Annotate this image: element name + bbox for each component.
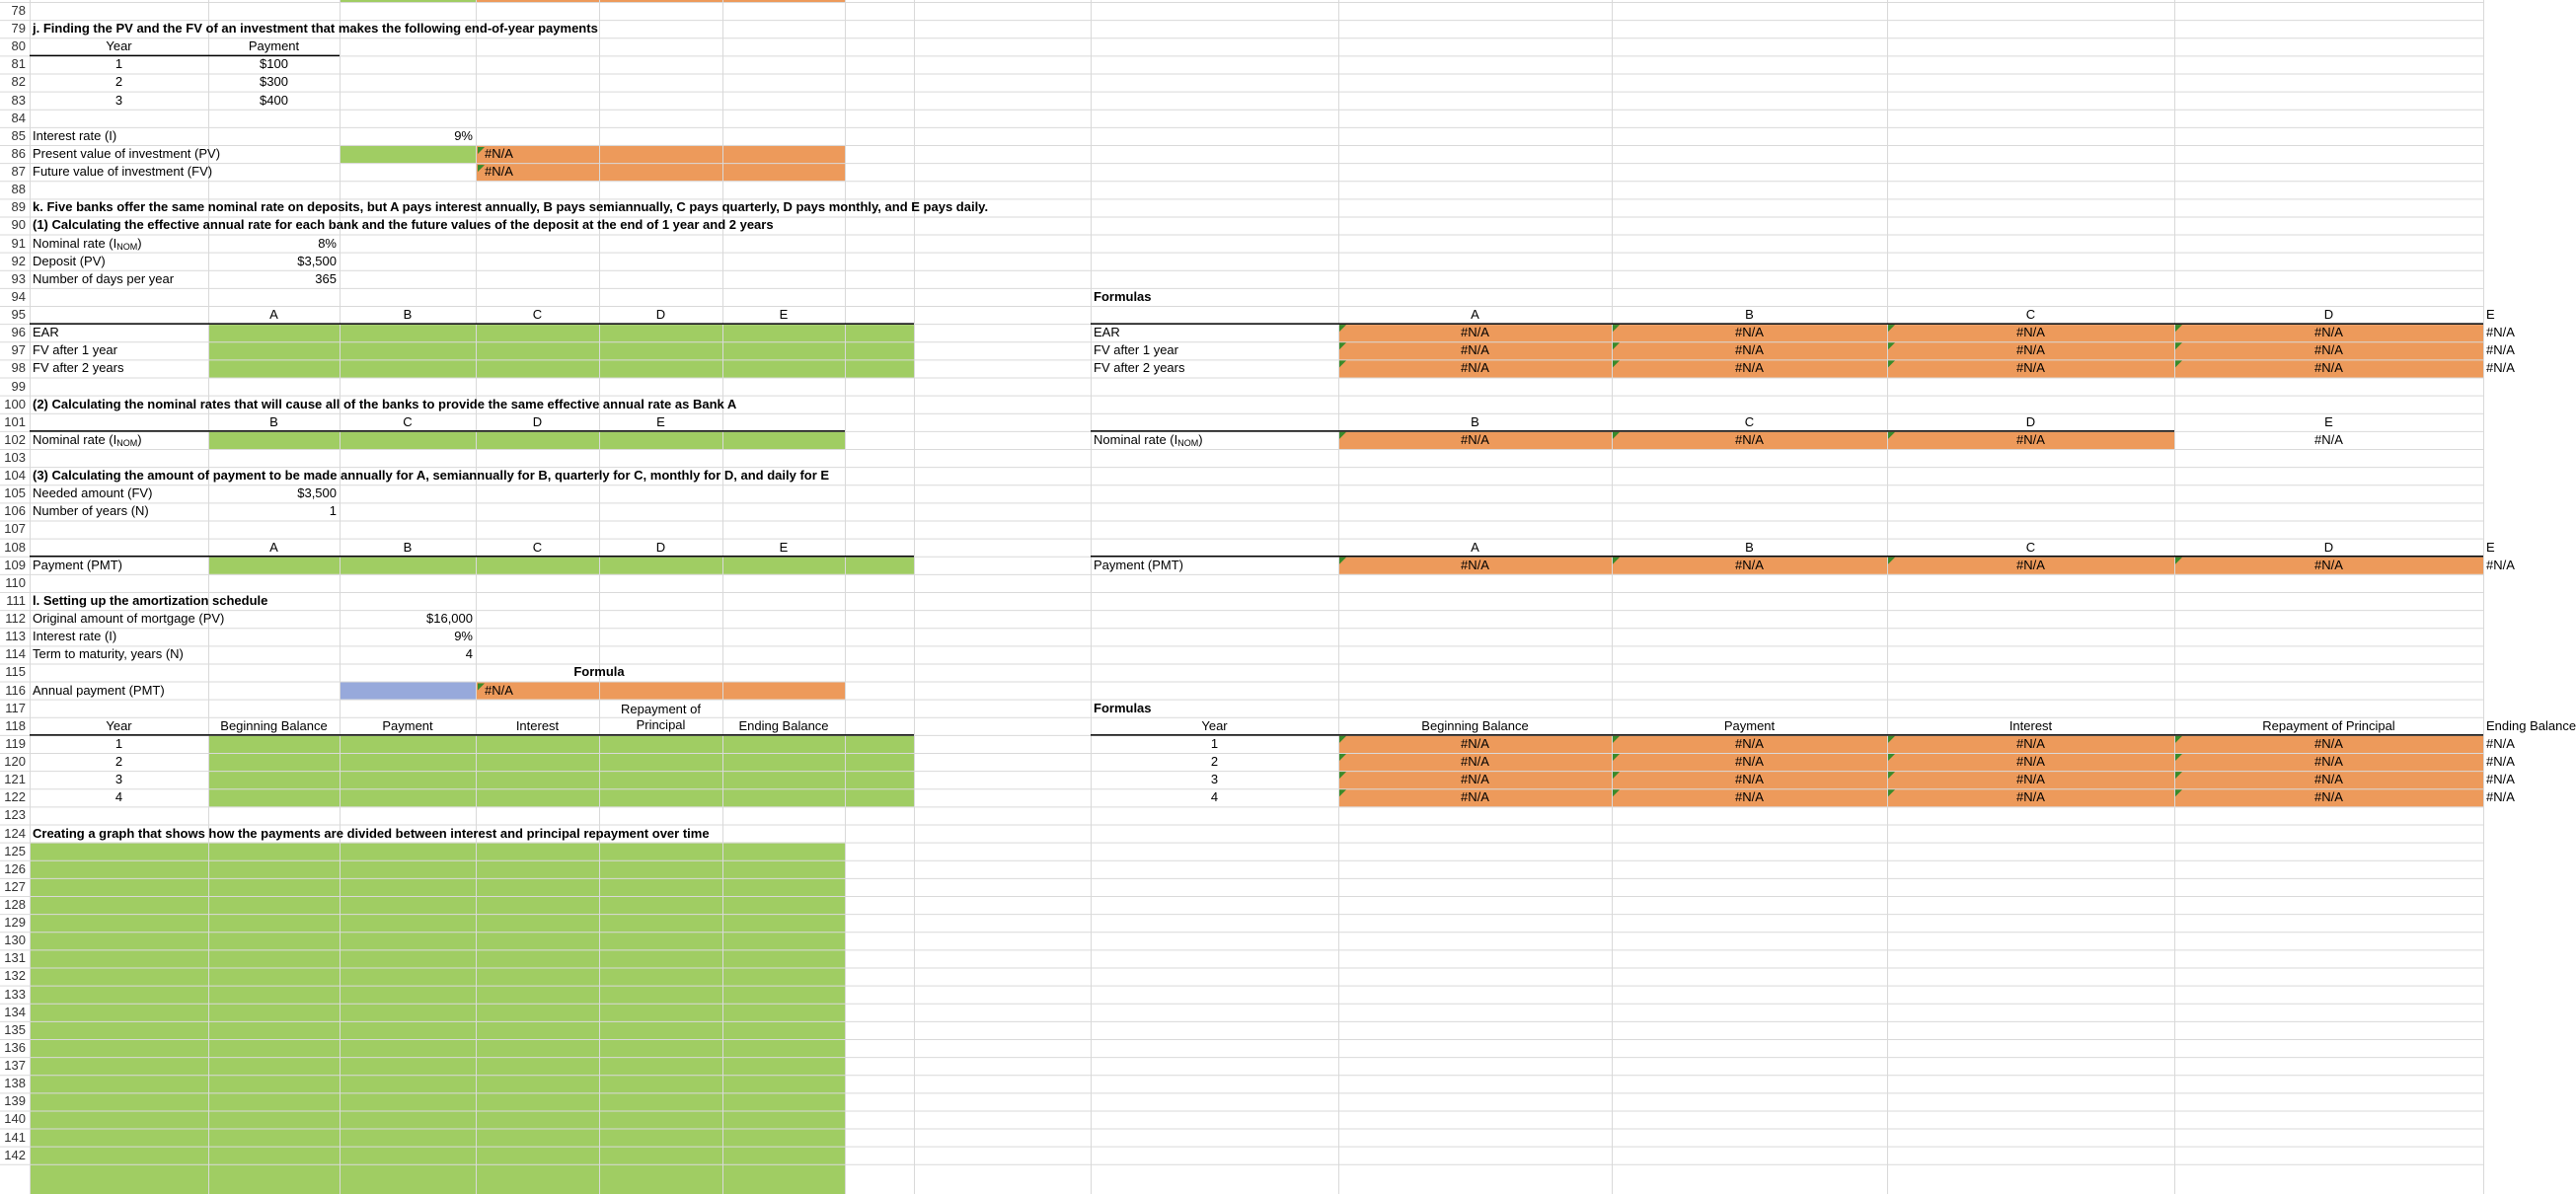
bank-header-e: E — [2486, 307, 2495, 323]
amortization-header: Payment — [382, 717, 433, 733]
bank2-header-right: E — [2324, 413, 2333, 429]
pmt-bank-header: B — [403, 539, 413, 555]
amortization-header: Ending Balance — [738, 717, 829, 733]
row-number[interactable]: 139 — [4, 1093, 26, 1109]
row-number[interactable]: 121 — [4, 772, 26, 787]
section-k1-title: (1) Calculating the effective annual rate for each bank and the future values of the deposit at the end of 1 year and 2 years — [33, 217, 774, 233]
ear-row-label: FV after 1 year — [33, 342, 117, 358]
term-label: Term to maturity, years (N) — [33, 646, 184, 662]
row-number[interactable]: 88 — [11, 182, 26, 197]
row-number[interactable]: 111 — [6, 592, 26, 608]
formula-result[interactable]: #N/A — [2016, 360, 2045, 376]
amortization-header-right: Payment — [1723, 717, 1776, 733]
years-label: Number of years (N) — [33, 503, 149, 519]
pmt-bank-header-right: B — [1745, 539, 1754, 555]
row-number[interactable]: 101 — [4, 413, 26, 429]
days-label: Number of days per year — [33, 270, 175, 286]
mortgage-rate-label: Interest rate (I) — [33, 629, 117, 644]
row-number[interactable]: 110 — [5, 574, 26, 590]
amortization-formula-result[interactable]: #N/A — [1461, 772, 1489, 787]
section-k2-title: (2) Calculating the nominal rates that will cause all of the banks to provide the same effective annual rate as Bank A — [33, 396, 737, 411]
pmt-bank-header: D — [655, 539, 666, 555]
bank2-header: B — [269, 413, 278, 429]
section-k-title: k. Five banks offer the same nominal rate on deposits, but A pays interest annually, B pays semiannually, C pays quarterly, D pays monthly, and E pays daily. — [33, 199, 989, 215]
row-number[interactable]: 113 — [5, 629, 26, 644]
interest-rate-value[interactable]: 9% — [454, 127, 473, 143]
bank-header-e: E — [779, 307, 789, 323]
year-header: Year — [106, 38, 132, 54]
deposit-value[interactable]: $3,500 — [297, 253, 337, 268]
amortization-formula-result[interactable]: #N/A — [2486, 772, 2515, 787]
pmt-formula-result[interactable]: #N/A — [1461, 557, 1489, 572]
row-number[interactable]: 128 — [4, 897, 26, 912]
pmt-formula-result[interactable]: #N/A — [2314, 557, 2343, 572]
year-cell: 1 — [114, 56, 123, 72]
section-k3-title: (3) Calculating the amount of payment to be made annually for A, semiannually for B, quarterly for C, monthly for D, and daily for E — [33, 468, 830, 484]
row-number[interactable]: 83 — [11, 92, 26, 108]
bank-header-d: D — [655, 307, 666, 323]
nominal-subscript: NOM — [116, 437, 138, 448]
row-number[interactable]: 123 — [4, 807, 26, 823]
amortization-formula-result[interactable]: #N/A — [2016, 754, 2045, 770]
nominal-label-text: Nominal rate (I — [1094, 431, 1178, 447]
graph-title: Creating a graph that shows how the payments are divided between interest and principal repayment over time — [33, 825, 710, 841]
pmt-bank-header-right: A — [1471, 539, 1479, 555]
row-number[interactable]: 90 — [11, 217, 26, 233]
pmt-label-right: Payment (PMT) — [1094, 557, 1184, 572]
pv-input-cell[interactable] — [340, 145, 476, 163]
ear-row-label-right: FV after 2 years — [1094, 360, 1185, 376]
row-number[interactable]: 134 — [4, 1004, 26, 1019]
row-number[interactable]: 103 — [4, 450, 26, 465]
row-number[interactable]: 89 — [11, 199, 26, 215]
mortgage-label: Original amount of mortgage (PV) — [33, 611, 225, 627]
row-number[interactable]: 116 — [5, 682, 26, 698]
ear-fv-input-range[interactable] — [208, 324, 914, 377]
pmt-bank-header-right: C — [2025, 539, 2036, 555]
amortization-formulas-label: Formulas — [1094, 700, 1152, 715]
nominal-subscript: NOM — [116, 241, 138, 252]
formula-result[interactable]: #N/A — [2016, 342, 2045, 358]
bank2-header: C — [403, 413, 413, 429]
nominal-rate-label — [33, 431, 142, 452]
bank-header-d: D — [2323, 307, 2334, 323]
amortization-formula-result[interactable]: #N/A — [2016, 772, 2045, 787]
formula-result[interactable]: #N/A — [2486, 360, 2515, 376]
formula-result[interactable]: #N/A — [2314, 325, 2343, 340]
amortization-year: 1 — [114, 735, 123, 751]
amortization-formula-result[interactable]: #N/A — [2486, 789, 2515, 805]
row-number[interactable]: 98 — [11, 360, 26, 376]
formula-result[interactable]: #N/A — [1735, 360, 1764, 376]
payment-header: Payment — [248, 38, 300, 54]
deposit-label: Deposit (PV) — [33, 253, 106, 268]
formula-result[interactable]: #N/A — [1735, 342, 1764, 358]
formula-result[interactable]: #N/A — [2314, 342, 2343, 358]
row-number[interactable]: 95 — [11, 307, 26, 323]
row-number[interactable]: 130 — [4, 933, 26, 948]
bank2-header-right: C — [1744, 413, 1755, 429]
formula-result[interactable]: #N/A — [1461, 325, 1489, 340]
row-number[interactable]: 102 — [4, 431, 26, 447]
row-number[interactable]: 106 — [4, 503, 26, 519]
bank-header-c: C — [532, 307, 543, 323]
amortization-formula-result[interactable]: #N/A — [1461, 735, 1489, 751]
bank2-header: D — [532, 413, 543, 429]
pmt-bank-header: E — [779, 539, 789, 555]
amortization-year: 2 — [114, 754, 123, 770]
bank-header-a: A — [269, 307, 278, 323]
pmt-label: Payment (PMT) — [33, 557, 123, 572]
bank2-header-right: B — [1471, 413, 1479, 429]
payment-cell: $400 — [260, 92, 288, 108]
row-number[interactable]: 78 — [11, 3, 26, 18]
days-value[interactable]: 365 — [315, 270, 337, 286]
amortization-header-right: Beginning Balance — [1421, 717, 1529, 733]
row-number[interactable]: 126 — [4, 860, 26, 876]
row-number[interactable]: 84 — [11, 110, 26, 125]
amortization-header-right: Ending Balance — [2486, 717, 2576, 733]
row-number[interactable]: 133 — [4, 986, 26, 1002]
row-number[interactable]: 105 — [4, 485, 26, 501]
amortization-formula-result[interactable]: #N/A — [2314, 735, 2343, 751]
term-value[interactable]: 4 — [465, 646, 473, 662]
amortization-year-right: 1 — [1210, 735, 1219, 751]
section-j-title: j. Finding the PV and the FV of an investment that makes the following end-of-year payments — [33, 21, 598, 37]
row-number[interactable]: 94 — [11, 288, 26, 304]
amortization-year-right: 3 — [1210, 772, 1219, 787]
row-number[interactable]: 81 — [11, 56, 26, 72]
nominal-rate-value[interactable]: 8% — [318, 235, 337, 251]
row-number[interactable]: 125 — [4, 843, 26, 858]
row-number[interactable]: 100 — [4, 396, 26, 411]
row-number[interactable]: 114 — [5, 646, 26, 662]
nominal-rate-input-range[interactable] — [208, 431, 845, 449]
row-number[interactable]: 93 — [11, 270, 26, 286]
needed-amount-value[interactable]: $3,500 — [297, 485, 337, 501]
pv-value[interactable]: #N/A — [485, 145, 513, 161]
ear-row-label-right: FV after 1 year — [1094, 342, 1178, 358]
annual-pmt-label: Annual payment (PMT) — [33, 682, 165, 698]
row-number[interactable]: 108 — [4, 539, 26, 555]
mortgage-rate-value[interactable]: 9% — [454, 629, 473, 644]
row-number[interactable]: 80 — [11, 38, 26, 54]
row-number[interactable]: 91 — [11, 235, 26, 251]
nominal-formula-result[interactable]: #N/A — [1461, 431, 1489, 447]
row-number[interactable]: 131 — [4, 950, 26, 966]
amortization-header: Beginning Balance — [220, 717, 328, 733]
row-number[interactable]: 85 — [11, 127, 26, 143]
green-fill-top[interactable] — [340, 0, 476, 2]
years-value[interactable]: 1 — [329, 503, 337, 519]
amortization-formula-result[interactable]: #N/A — [1735, 735, 1764, 751]
pv-label: Present value of investment (PV) — [33, 145, 221, 161]
annual-pmt-input-cell[interactable] — [340, 682, 476, 700]
row-number[interactable]: 137 — [4, 1058, 26, 1074]
amortization-formula-result[interactable]: #N/A — [2016, 789, 2045, 805]
amortization-year: 3 — [114, 772, 123, 787]
nominal-label-text: Nominal rate (I — [33, 431, 117, 447]
annual-pmt-value[interactable]: #N/A — [485, 682, 513, 698]
pmt-formula-result[interactable]: #N/A — [2016, 557, 2045, 572]
amortization-header-right: Repayment of Principal — [2262, 717, 2395, 733]
pmt-bank-header: A — [269, 539, 278, 555]
row-number[interactable]: 87 — [11, 164, 26, 180]
amortization-formula-result[interactable]: #N/A — [2486, 735, 2515, 751]
amortization-formula-result[interactable]: #N/A — [2016, 735, 2045, 751]
amortization-formula-result[interactable]: #N/A — [2314, 772, 2343, 787]
nominal-formula-result[interactable]: #N/A — [2314, 431, 2343, 447]
amortization-formula-result[interactable]: #N/A — [1461, 789, 1489, 805]
row-number[interactable]: 140 — [4, 1111, 26, 1127]
amortization-header-right: Interest — [2008, 717, 2053, 733]
row-number[interactable]: 124 — [4, 825, 26, 841]
amortization-formula-result[interactable]: #N/A — [1735, 789, 1764, 805]
payment-cell: $100 — [260, 56, 288, 72]
ear-row-label-right: EAR — [1094, 325, 1120, 340]
row-number[interactable]: 82 — [11, 74, 26, 90]
amortization-formula-result[interactable]: #N/A — [2486, 754, 2515, 770]
row-number[interactable]: 96 — [11, 325, 26, 340]
fv-label: Future value of investment (FV) — [33, 164, 213, 180]
row-number[interactable]: 120 — [4, 754, 26, 770]
amortization-formula-result[interactable]: #N/A — [1735, 754, 1764, 770]
row-number[interactable]: 117 — [5, 700, 26, 715]
pmt-bank-header-right: D — [2323, 539, 2334, 555]
interest-rate-label: Interest rate (I) — [33, 127, 117, 143]
formula-result[interactable]: #N/A — [2016, 325, 2045, 340]
pmt-bank-header: C — [532, 539, 543, 555]
payment-cell: $300 — [260, 74, 288, 90]
mortgage-value[interactable]: $16,000 — [426, 611, 473, 627]
row-number[interactable]: 109 — [4, 557, 26, 572]
row-number[interactable]: 132 — [4, 968, 26, 984]
amortization-year: 4 — [114, 789, 123, 805]
pmt-input-range[interactable] — [208, 557, 914, 574]
formula-result[interactable]: #N/A — [2486, 325, 2515, 340]
section-l-title: l. Setting up the amortization schedule — [33, 592, 268, 608]
formula-result[interactable]: #N/A — [1461, 342, 1489, 358]
amortization-header-right: Year — [1201, 717, 1228, 733]
row-number[interactable]: 138 — [4, 1076, 26, 1091]
row-number[interactable]: 99 — [11, 378, 26, 394]
row-number[interactable]: 127 — [4, 878, 26, 894]
row-number[interactable]: 104 — [4, 468, 26, 484]
amortization-formula-result[interactable]: #N/A — [2314, 754, 2343, 770]
row-number[interactable]: 129 — [4, 915, 26, 931]
row-number[interactable]: 92 — [11, 253, 26, 268]
pmt-formula-result[interactable]: #N/A — [2486, 557, 2515, 572]
ear-row-label: EAR — [33, 325, 59, 340]
amortization-formula-result[interactable]: #N/A — [1461, 754, 1489, 770]
row-number[interactable]: 135 — [4, 1021, 26, 1037]
nominal-label-close: ) — [1198, 431, 1203, 447]
amortization-year-right: 2 — [1210, 754, 1219, 770]
nominal-rate-label — [1094, 431, 1203, 452]
pmt-formula-result[interactable]: #N/A — [1735, 557, 1764, 572]
bank-header-b: B — [1745, 307, 1754, 323]
nominal-label-close: ) — [137, 431, 142, 447]
year-cell: 3 — [114, 92, 123, 108]
row-number[interactable]: 97 — [11, 342, 26, 358]
row-number[interactable]: 118 — [5, 717, 26, 733]
row-number[interactable]: 112 — [5, 611, 26, 627]
nominal-formula-result[interactable]: #N/A — [1735, 431, 1764, 447]
bank2-header: E — [656, 413, 665, 429]
nominal-subscript: NOM — [1177, 437, 1199, 448]
fv-value[interactable]: #N/A — [485, 164, 513, 180]
formula-result[interactable]: #N/A — [2486, 342, 2515, 358]
row-number[interactable]: 119 — [5, 735, 26, 751]
formulas-label: Formulas — [1094, 288, 1152, 304]
row-number[interactable]: 141 — [4, 1129, 26, 1145]
row-number[interactable]: 136 — [4, 1039, 26, 1055]
amortization-header: Year — [106, 717, 132, 733]
bank-header-b: B — [403, 307, 413, 323]
row-number[interactable]: 122 — [4, 789, 26, 805]
bank-header-a: A — [1471, 307, 1479, 323]
pmt-bank-header-right: E — [2486, 539, 2495, 555]
orange-fill-top[interactable] — [476, 0, 845, 2]
row-number[interactable]: 86 — [11, 145, 26, 161]
bank-header-c: C — [2025, 307, 2036, 323]
row-number[interactable]: 107 — [4, 521, 26, 537]
ear-row-label: FV after 2 years — [33, 360, 124, 376]
amortization-header: Repayment of Principal — [621, 701, 701, 732]
formula-result[interactable]: #N/A — [1461, 360, 1489, 376]
formula-label: Formula — [573, 664, 625, 680]
year-cell: 2 — [114, 74, 123, 90]
needed-amount-label: Needed amount (FV) — [33, 485, 153, 501]
nominal-label-text: Nominal rate (I — [33, 235, 117, 251]
row-number[interactable]: 79 — [11, 21, 26, 37]
row-number[interactable]: 142 — [4, 1147, 26, 1162]
amortization-header: Interest — [515, 717, 560, 733]
amortization-formula-result[interactable]: #N/A — [1735, 772, 1764, 787]
bank2-header-right: D — [2025, 413, 2036, 429]
amortization-year-right: 4 — [1210, 789, 1219, 805]
formula-result[interactable]: #N/A — [1735, 325, 1764, 340]
nominal-formula-result[interactable]: #N/A — [2016, 431, 2045, 447]
row-number[interactable]: 115 — [5, 664, 26, 680]
amortization-formula-result[interactable]: #N/A — [2314, 789, 2343, 805]
formula-result[interactable]: #N/A — [2314, 360, 2343, 376]
nominal-label-close: ) — [137, 235, 142, 251]
